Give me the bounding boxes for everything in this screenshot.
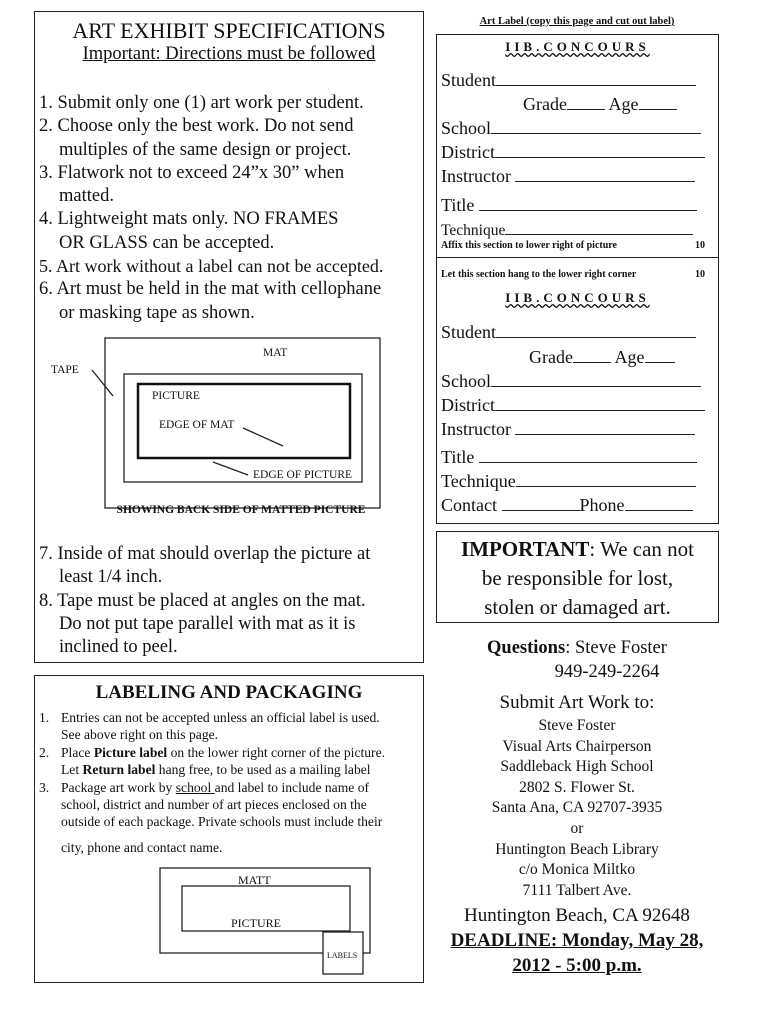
edge-of-mat-pointer [243,428,283,446]
list-item: city, phone and contact name. [61,839,223,855]
rule-line: 4. Lightweight mats only. NO FRAMES [39,209,339,230]
contact-phone-field: Contact Phone [441,495,693,516]
tape-label: TAPE [51,364,79,376]
specifications-title: ART EXHIBIT SPECIFICATIONS [72,18,386,43]
rule-line: multiples of the same design or project. [59,139,352,160]
deadline-line-2: 2012 - 5:00 p.m. [512,955,642,976]
rule-line: 8. Tape must be placed at angles on the mat. [39,590,366,611]
important-line-1: IMPORTANT: We can not [460,537,695,561]
list-item: 2. Place Picture label on the lower right corner of the picture. [39,744,386,760]
school-field: School [441,371,701,392]
rule-line: 2. Choose only the best work. Do not send [39,116,354,137]
questions-line: Questions: Steve Foster [487,638,667,658]
labeling-title: LABELING AND PACKAGING [95,682,363,703]
rule-line: OR GLASS can be accepted. [59,232,275,253]
labeling-panel [34,675,424,983]
list-item: outside of each package. Private schools must include their [61,814,383,830]
labels-label: LABELS [327,951,358,960]
mat-label: MAT [263,347,288,359]
mat-diagram [35,12,425,532]
package-diagram [35,676,425,982]
art-label-heading: Art Label (copy this page and cut out label) [479,16,675,27]
concours-logo: IIB.CONCOURS [505,39,650,54]
specifications-panel [34,11,424,663]
questions-phone: 949-249-2264 [554,662,660,682]
submit-heading: Submit Art Work to: [499,692,655,713]
cut-line [437,257,718,258]
title-field: Title [441,195,697,216]
deadline-line-1: DEADLINE: Monday, May 28, [450,930,704,951]
list-item: 3. Package art work by school and label to include name of [39,779,370,795]
edge-of-mat-label: EDGE OF MAT [159,419,235,431]
school-field: School [441,118,701,139]
grade-age-field: Grade Age [529,347,675,368]
edge-of-picture-label: EDGE OF PICTURE [253,469,353,481]
district-field: District [441,142,705,163]
important-line-3: stolen or damaged art. [484,595,671,619]
rule-line: inclined to peel. [59,637,178,658]
address-city: Huntington Beach, CA 92648 [464,905,690,926]
art-label-card [436,34,719,524]
instructor-field: Instructor [441,419,695,440]
address-primary: Steve Foster Visual Arts Chairperson Saddleback High School 2802 S. Flower St. Santa Ana, CA 92707-3935 or Huntington Beach Library c/o Monica Miltko 7111 Talbert Ave. [427,716,727,901]
rule-line: least 1/4 inch. [59,567,163,588]
specifications-subtitle: Important: Directions must be followed [82,44,376,64]
student-field: Student [441,70,696,91]
grade-age-field: Grade Age [523,94,677,115]
important-notice [436,531,719,623]
instructor-field: Instructor [441,166,695,187]
diagram-caption: SHOWING BACK SIDE OF MATTED PICTURE [116,504,366,516]
hang-instruction: Let this section hang to the lower right corner 10 [441,269,705,280]
tape-pointer [92,370,113,396]
rule-line: Do not put tape parallel with mat as it is [59,613,356,634]
picture-label: PICTURE [152,390,200,402]
rule-line: 7. Inside of mat should overlap the picture at [39,544,371,564]
important-line-2: be responsible for lost, [481,566,674,590]
rule-line: matted. [59,186,114,207]
district-field: District [441,395,705,416]
technique-field: Technique [441,471,696,492]
rule-line: 5. Art work without a label can not be accepted. [39,256,384,277]
list-item: school, district and number of art pieces enclosed on the [61,797,367,813]
picture-label: PICTURE [231,916,282,930]
title-field: Title [441,447,697,468]
rule-line: or masking tape as shown. [59,302,255,323]
list-item: Let Return label hang free, to be used as a mailing label [61,762,371,778]
affix-instruction: Affix this section to lower right of picture 10 [441,240,705,251]
edge-of-picture-pointer [213,462,248,475]
matt-label: MATT [238,873,271,887]
technique-field: Technique [441,220,693,240]
rule-line: 1. Submit only one (1) art work per student. [39,93,364,113]
list-item: See above right on this page. [61,727,219,743]
concours-logo: IIB.CONCOURS [505,290,650,305]
or-separator: or [570,819,584,837]
rules-list-7-8 [39,543,429,659]
rule-line: 6. Art must be held in the mat with cellophane [39,279,382,300]
list-item: 1. Entries can not be accepted unless an official label is used. [39,710,380,725]
rule-line: 3. Flatwork not to exceed 24”x 30” when [39,162,345,183]
student-field: Student [441,322,696,343]
